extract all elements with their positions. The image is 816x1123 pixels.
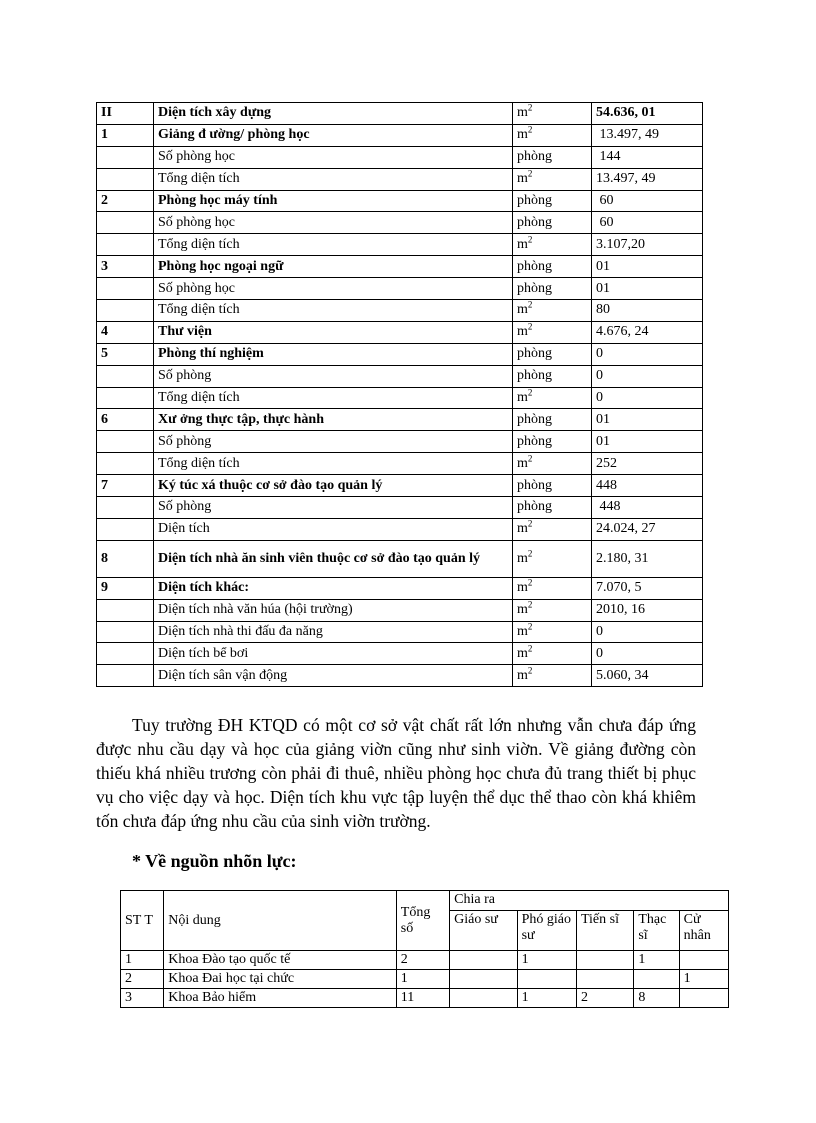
row-label: Số phòng	[154, 497, 513, 519]
row-stt: 1	[121, 951, 164, 970]
row-total: 1	[396, 970, 449, 989]
row-label: Phòng học máy tính	[154, 190, 513, 212]
table-row	[97, 387, 703, 409]
row-value: 5.060, 34	[592, 665, 703, 687]
row-unit: phòng	[513, 497, 592, 519]
table-row	[97, 577, 703, 599]
row-label: Diện tích	[154, 518, 513, 540]
header-professor: Giáo sư	[450, 911, 517, 951]
row-number	[97, 300, 154, 322]
row-cell: 1	[517, 989, 576, 1008]
row-unit: $m^2$	[513, 577, 592, 599]
row-value: 60	[592, 190, 703, 212]
row-number	[97, 431, 154, 453]
section-heading: * Về nguồn nhõn lực:	[132, 851, 297, 871]
row-label: Diện tích nhà ăn sinh viên thuộc cơ sở đào tạo quản lý	[154, 540, 513, 577]
row-unit: $m^2$	[513, 621, 592, 643]
row-cell: 8	[634, 989, 679, 1008]
row-number	[97, 168, 154, 190]
table-row	[97, 431, 703, 453]
row-number	[97, 599, 154, 621]
row-number	[97, 518, 154, 540]
row-label: Tổng diện tích	[154, 453, 513, 475]
header-assoc-professor: Phó giáo sư	[517, 911, 576, 951]
row-label: Số phòng học	[154, 212, 513, 234]
row-unit: $m^2$	[513, 387, 592, 409]
row-unit: $m^2$	[513, 103, 592, 125]
row-value: 448	[592, 475, 703, 497]
row-cell	[576, 951, 633, 970]
row-unit: $m^2$	[513, 124, 592, 146]
row-label: Ký túc xá thuộc cơ sở đào tạo quản lý	[154, 475, 513, 497]
row-number	[97, 643, 154, 665]
row-number	[97, 278, 154, 300]
row-unit: $m^2$	[513, 453, 592, 475]
row-unit: $m^2$	[513, 643, 592, 665]
row-label: Phòng học ngoại ngữ	[154, 256, 513, 278]
table-row	[97, 665, 703, 687]
table-row	[97, 365, 703, 387]
header-stt: ST T	[121, 891, 164, 951]
table-row	[97, 300, 703, 322]
table-row	[121, 951, 729, 970]
row-stt: 3	[121, 989, 164, 1008]
row-number: 6	[97, 409, 154, 431]
row-value: 0	[592, 343, 703, 365]
row-unit: $m^2$	[513, 168, 592, 190]
table-row	[97, 321, 703, 343]
row-stt: 2	[121, 970, 164, 989]
row-number	[97, 146, 154, 168]
row-number	[97, 365, 154, 387]
table-row	[97, 621, 703, 643]
table-row	[97, 190, 703, 212]
row-value: 3.107,20	[592, 234, 703, 256]
row-label: Giảng đ ường/ phòng học	[154, 124, 513, 146]
row-label: Diện tích nhà thi đấu đa năng	[154, 621, 513, 643]
row-unit: phòng	[513, 212, 592, 234]
row-unit: phòng	[513, 190, 592, 212]
row-number	[97, 387, 154, 409]
row-unit: phòng	[513, 146, 592, 168]
row-cell	[679, 951, 728, 970]
row-unit: $m^2$	[513, 234, 592, 256]
table-row	[97, 599, 703, 621]
row-cell	[450, 989, 517, 1008]
table-row	[97, 256, 703, 278]
table-row	[97, 168, 703, 190]
row-cell	[679, 989, 728, 1008]
row-cell: 1	[679, 970, 728, 989]
table-row	[97, 643, 703, 665]
row-value: 0	[592, 643, 703, 665]
row-number: 5	[97, 343, 154, 365]
row-number: 3	[97, 256, 154, 278]
row-content: Khoa Đai học tại chức	[164, 970, 397, 989]
row-unit: phòng	[513, 475, 592, 497]
row-unit: $m^2$	[513, 518, 592, 540]
row-label: Thư viện	[154, 321, 513, 343]
row-number: II	[97, 103, 154, 125]
header-master: Thạc sĩ	[634, 911, 679, 951]
row-label: Diện tích xây dựng	[154, 103, 513, 125]
row-total: 11	[396, 989, 449, 1008]
row-cell	[517, 970, 576, 989]
row-number	[97, 497, 154, 519]
row-unit: $m^2$	[513, 599, 592, 621]
row-number	[97, 665, 154, 687]
table-row	[97, 103, 703, 125]
row-unit: phòng	[513, 431, 592, 453]
row-number: 2	[97, 190, 154, 212]
row-value: 4.676, 24	[592, 321, 703, 343]
staff-table	[120, 890, 729, 1008]
body-paragraph: Tuy trường ĐH KTQD có một cơ sở vật chất rất lớn nhưng vẫn chưa đáp ứng được nhu cầu dạy và học của giảng viờn cũng như sinh viờn. Về giảng đường còn thiếu khá nhiều trương còn phải đi thuê, nhiều phòng học chưa đủ trang thiết bị phục vụ cho việc dạy và học. Diện tích khu vực tập luyện thể dục thể thao còn khá khiêm tốn chưa đáp ứng nhu cầu của sinh viờn trường.	[96, 715, 696, 831]
row-unit: $m^2$	[513, 540, 592, 577]
row-label: Diện tích bể bơi	[154, 643, 513, 665]
row-label: Diện tích khác:	[154, 577, 513, 599]
table-row	[97, 475, 703, 497]
row-unit: $m^2$	[513, 321, 592, 343]
row-cell	[450, 970, 517, 989]
header-bachelor: Cử nhân	[679, 911, 728, 951]
row-label: Tổng diện tích	[154, 234, 513, 256]
row-number	[97, 234, 154, 256]
row-unit: phòng	[513, 256, 592, 278]
row-number	[97, 621, 154, 643]
table-row	[97, 409, 703, 431]
row-cell: 1	[634, 951, 679, 970]
row-number: 4	[97, 321, 154, 343]
row-value: 0	[592, 621, 703, 643]
row-value: 01	[592, 431, 703, 453]
row-label: Xư ởng thực tập, thực hành	[154, 409, 513, 431]
row-value: 252	[592, 453, 703, 475]
row-label: Số phòng học	[154, 146, 513, 168]
row-cell	[634, 970, 679, 989]
row-value: 60	[592, 212, 703, 234]
row-number: 1	[97, 124, 154, 146]
row-value: 13.497, 49	[592, 168, 703, 190]
row-value: 24.024, 27	[592, 518, 703, 540]
row-content: Khoa Đào tạo quốc tế	[164, 951, 397, 970]
row-label: Diện tích nhà văn húa (hội trường)	[154, 599, 513, 621]
table-row	[121, 989, 729, 1008]
row-value: 01	[592, 256, 703, 278]
table-row	[97, 540, 703, 577]
row-cell	[450, 951, 517, 970]
header-split: Chia ra	[450, 891, 729, 911]
row-label: Tổng diện tích	[154, 387, 513, 409]
row-value: 80	[592, 300, 703, 322]
table-row	[97, 343, 703, 365]
row-unit: $m^2$	[513, 665, 592, 687]
row-value: 01	[592, 278, 703, 300]
header-phd: Tiến sĩ	[576, 911, 633, 951]
table-row	[97, 212, 703, 234]
facilities-table	[96, 102, 703, 687]
row-total: 2	[396, 951, 449, 970]
row-number: 9	[97, 577, 154, 599]
table-row	[97, 518, 703, 540]
row-label: Tổng diện tích	[154, 168, 513, 190]
row-value: 01	[592, 409, 703, 431]
row-label: Số phòng học	[154, 278, 513, 300]
row-value: 0	[592, 387, 703, 409]
table-row	[121, 970, 729, 989]
table-row	[97, 234, 703, 256]
row-unit: phòng	[513, 409, 592, 431]
table-row	[97, 497, 703, 519]
header-content: Nội dung	[164, 891, 397, 951]
header-total: Tổng số	[396, 891, 449, 951]
row-label: Số phòng	[154, 365, 513, 387]
row-unit: phòng	[513, 365, 592, 387]
row-value: 0	[592, 365, 703, 387]
row-number	[97, 212, 154, 234]
row-unit: phòng	[513, 278, 592, 300]
table-row	[97, 124, 703, 146]
row-value: 2010, 16	[592, 599, 703, 621]
table-row	[97, 146, 703, 168]
row-cell: 2	[576, 989, 633, 1008]
row-value: 448	[592, 497, 703, 519]
row-value: 54.636, 01	[592, 103, 703, 125]
row-label: Tổng diện tích	[154, 300, 513, 322]
row-number: 7	[97, 475, 154, 497]
table-row	[97, 278, 703, 300]
row-value: 2.180, 31	[592, 540, 703, 577]
row-unit: phòng	[513, 343, 592, 365]
row-value: 7.070, 5	[592, 577, 703, 599]
row-label: Diện tích sân vận động	[154, 665, 513, 687]
row-value: 13.497, 49	[592, 124, 703, 146]
table-row	[97, 453, 703, 475]
row-value: 144	[592, 146, 703, 168]
row-cell: 1	[517, 951, 576, 970]
row-label: Phòng thí nghiệm	[154, 343, 513, 365]
row-unit: $m^2$	[513, 300, 592, 322]
row-content: Khoa Bảo hiểm	[164, 989, 397, 1008]
row-label: Số phòng	[154, 431, 513, 453]
row-cell	[576, 970, 633, 989]
row-number: 8	[97, 540, 154, 577]
row-number	[97, 453, 154, 475]
